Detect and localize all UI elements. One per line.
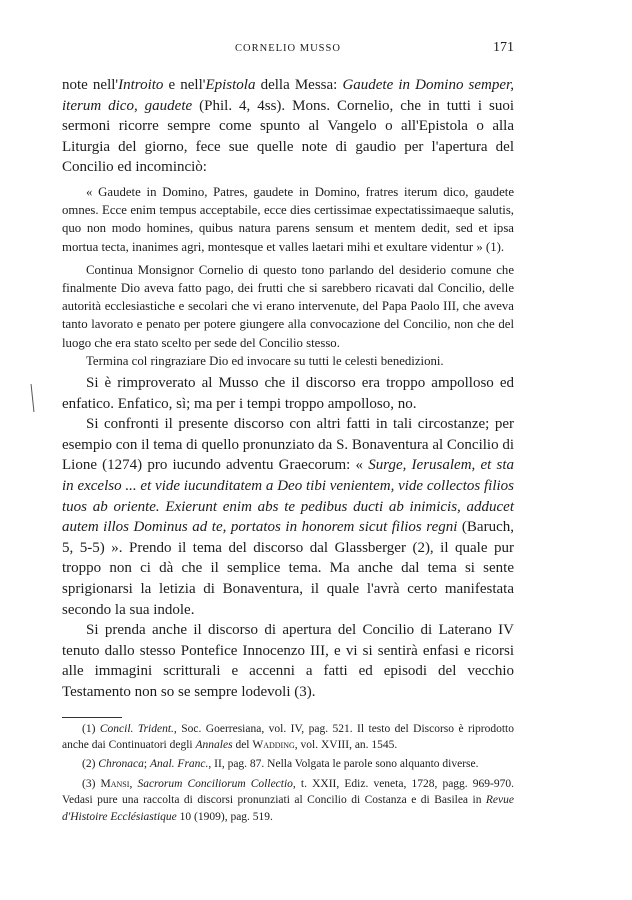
page-header [62, 40, 514, 60]
text-run: , t. XXII, Ediz. veneta, 1728, pagg. 969-970. Vedasi pure una raccolta di discorsi pronunziati al Concilio di Costanza e di Basilea in [62, 777, 514, 807]
text-run-italic: Sacrorum Conciliorum Collectio [137, 777, 293, 790]
text-run-italic: Annales [195, 738, 233, 751]
text-run-italic: Introito [118, 77, 164, 93]
text-run-italic: Gaudete in Domino semper, iterum dico, gaudete [62, 77, 514, 114]
text-run: del [232, 738, 253, 751]
footnote-marker: (2) [82, 758, 99, 771]
text-run: Si confronti il presente discorso con altri fatti in tali circostanze; per esempio con il tema di quello pronunziato da S. Bonaventura al Concilio di Lione (1274) pro iucundo adventu Graecorum: « [62, 416, 514, 474]
text-run: e nell' [163, 77, 206, 93]
text-run: , [129, 777, 138, 790]
text-run: , vol. XVIII, an. 1545. [294, 738, 398, 751]
paragraph-laterano: Si prenda anche il discorso di apertura del Concilio di Laterano IV tenuto dallo stesso Pontefice Innocenzo III, e vi si sentirà enfasi e ricorsi alle immagini scritturali e accenni a fatti ed episodi del vecchio Testamento non so se sempre lodevoli (3). [62, 622, 514, 700]
footnote-divider [62, 717, 122, 718]
text-run-italic: Epistola [205, 77, 256, 93]
footnote-marker: (1) [82, 722, 100, 735]
paragraph-liturgy [62, 75, 514, 178]
text-run-italic: Anal. Franc. [149, 758, 209, 771]
text-run: , II, pag. 87. Nella Volgata le parole sono alquanto diverse. [208, 758, 479, 771]
text-run: della Messa: [255, 77, 343, 93]
page-number: 171 [493, 40, 514, 55]
text-run-smallcaps: Mansi [100, 777, 130, 790]
paragraph-closing: Termina col ringraziare Dio ed invocare su tutti le celesti benedizioni. [86, 353, 444, 368]
text-run: ; [143, 758, 150, 771]
text-run-smallcaps: Wadding [252, 738, 295, 751]
text-run: , Soc. Goerresiana, vol. IV, pag. 521. Il testo del Discorso è riprodotto anche dai Continuatori degli [62, 722, 514, 751]
text-run-italic: Concil. Trident. [99, 722, 174, 735]
text-run: (Phil. 4, 4ss). Mons. Cornelio, che in tutti i suoi sermoni ricorre sempre come spunto al Vangelo o all'Epistola o alla Liturgia del giorno, fece sue quelle note di gaudio per l'apertura del Concilio ed incominciò: [62, 97, 514, 176]
text-run: (Baruch, 5, 5-5) ». Prendo il tema del discorso dal Glassberger (2), il quale pur troppo non ci dà che il semplice tema. Ma anche dal tema si sente sprigionarsi la letizia di Bonaventura, il quale l'avrà certo manifestata secondo la sua indole. [62, 519, 514, 618]
footnote-2 [62, 756, 514, 772]
text-run-italic: Surge, Ierusalem, et sta in excelso ... et vide iucunditatem a Deo tibi venientem, vide collectos filios tuos ab oriente. Exierunt enim abs te pedibus ducti ab inimicis, adducet autem illos Dominus ad te, portatos in honorem sicut filios regni [62, 457, 514, 536]
block-quote-gaudete: « Gaudete in Domino, Patres, gaudete in Domino, fratres iterum dico, gaudete omnes. Ecce enim tempus acceptabile, ecce dies certissimae expectatissimaeque salutis, quo non modo homines, quibus natura parens sensum et mentem dedit, sed et ipsa mortua tecta, inanimes agri, montesque et valles laetari mihi et exultare videntur » (1). [62, 184, 514, 254]
text-run-italic: Chronaca [98, 758, 144, 771]
text-run-italic: Revue d'Histoire Ecclésiastique [62, 794, 514, 823]
text-run: 10 (1909), pag. 519. [176, 810, 273, 823]
paragraph-summary: Continua Monsignor Cornelio di questo tono parlando del desiderio comune che finalmente Dio aveva fatto pago, dei frutti che si sarebbero ricavati dal Concilio, delle autorità ecclesiastiche e secolari che vi erano intervenute, del Papa Paolo III, che aveva tanto lavorato e penato per potere giungere alla convocazione del Concilio, non che del luogo che era stato scelto per sede del Concilio stesso. [62, 262, 514, 350]
paragraph-criticism: Si è rimproverato al Musso che il discorso era troppo ampolloso ed enfatico. Enfatico, sì; ma per i tempi troppo ampolloso, no. [62, 375, 514, 412]
footnote-3 [62, 776, 514, 825]
footnote-1 [62, 721, 514, 754]
text-run: note nell' [62, 77, 119, 93]
margin-mark [31, 384, 35, 412]
paragraph-bonaventura [62, 414, 514, 620]
footnote-marker: (3) [82, 777, 101, 790]
main-text [62, 75, 514, 825]
running-title: CORNELIO MUSSO [235, 43, 341, 54]
